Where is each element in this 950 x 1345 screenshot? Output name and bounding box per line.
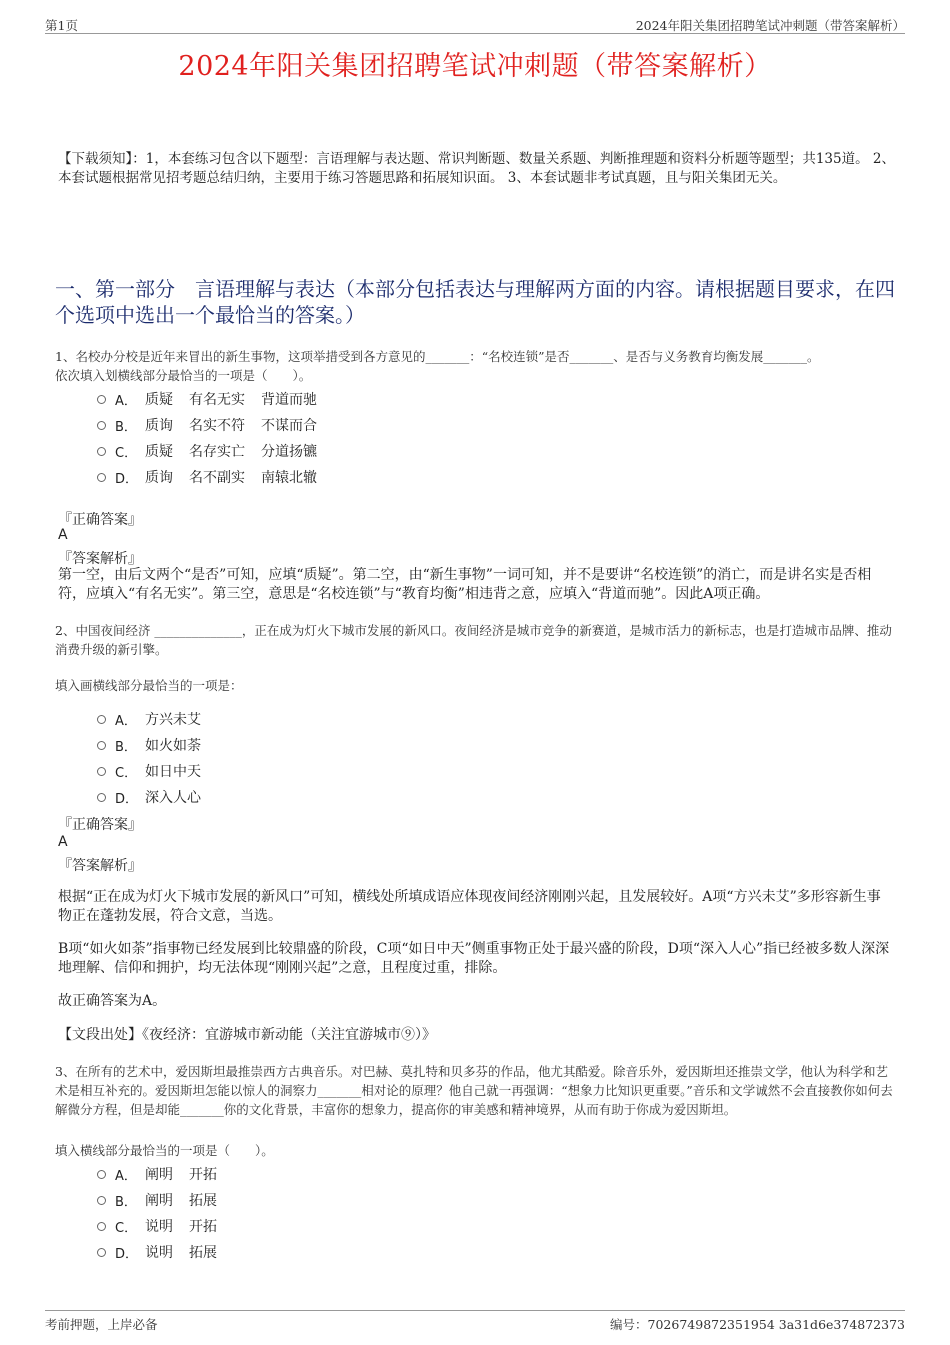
header-rule [45,33,905,34]
question-2-instruction: 填入画横线部分最恰当的一项是： [55,678,243,693]
answer-analysis-paragraph: 根据“正在成为灯火下城市发展的新风口”可知，横线处所填成语应体现夜间经济刚刚兴起，且发展较好。A项“方兴未艾”多形容新生事物正在蓬勃发展，符合文意，当选。 [58,889,881,924]
question-3-instruction: 填入横线部分最恰当的一项是（ ）。 [55,1143,274,1158]
correct-answer-label: 『正确答案』 [58,817,142,833]
question-3-stem: 3、在所有的艺术中，爱因斯坦最推崇西方古典音乐。对巴赫、莫扎特和贝多芬的作品，他尤其酷爱。除音乐外，爱因斯坦还推崇文学，他认为科学和艺术是相互补充的。爱因斯坦怎能以惊人的洞察力_______相对论的原理？他自己就一再强调：“想象力比知识更重要。”音乐和文学诚然不会直接教你如何去解微分方程，但是却能_______你的文化背景，丰富你的想象力，提高你的审美感和精神境界，从而有助于你成为爱因斯坦。 [55,1064,893,1117]
page-number: 第1页 [45,18,78,33]
question-2-option-c[interactable]: C． 如日中天 [97,761,217,781]
radio-button[interactable] [97,715,106,724]
answer-analysis: 第一空，由后文两个“是否”可知，应填“质疑”。第二空，由“新生事物”一词可知，并不是要讲“名校连锁”的消亡，而是讲名实是否相符，应填入“有名无实”。第三空，意思是“名校连锁”与“教育均衡”相违背之意，应填入“背道而驰”。因此A项正确。 [58,567,872,602]
question-2-option-a[interactable]: A． 方兴未艾 [97,709,217,729]
document-title: 2024年阳关集团招聘笔试冲刺题（带答案解析） [178,51,772,82]
radio-button[interactable] [97,793,106,802]
radio-button[interactable] [97,741,106,750]
question-3-option-c[interactable]: C． 说明 开拓 [97,1216,233,1236]
correct-answer: A [58,527,68,543]
footer-slogan: 考前押题，上岸必备 [45,1317,158,1332]
question-2-option-d[interactable]: D． 深入人心 [97,787,217,807]
question-1-option-d[interactable]: D． 质询 名不副实 南辕北辙 [97,467,333,487]
radio-button[interactable] [97,473,106,482]
source-citation: 【文段出处】《夜经济：宜游城市新动能（关注宜游城市⑨）》 [58,1027,436,1043]
radio-button[interactable] [97,421,106,430]
answer-analysis-paragraph: B项“如火如荼”指事物已经发展到比较鼎盛的阶段，C项“如日中天”侧重事物正处于最兴盛的阶段，D项“深入人心”指已经被多数人深深地理解、信仰和拥护，均无法体现“刚刚兴起”之意，且程度过重，排除。 [58,941,890,976]
question-3-option-b[interactable]: B． 阐明 拓展 [97,1190,233,1210]
running-title: 2024年阳关集团招聘笔试冲刺题（带答案解析） [635,18,905,33]
question-1-option-b[interactable]: B． 质询 名实不符 不谋而合 [97,415,333,435]
question-1-option-a[interactable]: A． 质疑 有名无实 背道而驰 [97,389,333,409]
answer-analysis-label: 『答案解析』 [58,551,142,567]
question-1-stem: 1、名校办分校是近年来冒出的新生事物，这项举措受到各方意见的_______：“名校连锁”是否_______、是否与义务教育均衡发展_______。 [55,349,820,364]
question-1-instruction: 依次填入划横线部分最恰当的一项是（ ）。 [55,368,312,383]
download-notice: 【下载须知】：1，本套练习包含以下题型：言语理解与表达题、常识判断题、数量关系题、判断推理题和资料分析题等题型；共135道。 2、本套试题根据常见招考题总结归纳，主要用于练习答题思路和拓展知识面。 3、本套试题非考试真题，且与阳关集团无关。 [58,151,895,186]
footer-rule [45,1310,905,1311]
radio-button[interactable] [97,395,106,404]
radio-button[interactable] [97,1248,106,1257]
radio-button[interactable] [97,767,106,776]
answer-analysis-label: 『答案解析』 [58,858,142,874]
question-3-option-a[interactable]: A． 阐明 开拓 [97,1164,233,1184]
question-2-option-b[interactable]: B． 如火如荼 [97,735,217,755]
document-id: 编号：7026749872351954 3a31d6e374872373 [610,1317,905,1332]
correct-answer-label: 『正确答案』 [58,512,142,528]
radio-button[interactable] [97,1196,106,1205]
question-2-stem: 2、中国夜间经济 ______________，正在成为灯火下城市发展的新风口。夜间经济是城市竞争的新赛道，是城市活力的新标志，也是打造城市品牌、推动消费升级的新引擎。 [55,623,892,657]
correct-answer: A [58,834,68,850]
question-3-option-d[interactable]: D． 说明 拓展 [97,1242,233,1262]
radio-button[interactable] [97,1170,106,1179]
radio-button[interactable] [97,447,106,456]
answer-analysis-paragraph: 故正确答案为A。 [58,993,167,1009]
question-1-option-c[interactable]: C． 质疑 名存实亡 分道扬镳 [97,441,333,461]
section-heading: 一、第一部分 言语理解与表达（本部分包括表达与理解两方面的内容。请根据题目要求，在四个选项中选出一个最恰当的答案。） [55,277,895,327]
radio-button[interactable] [97,1222,106,1231]
